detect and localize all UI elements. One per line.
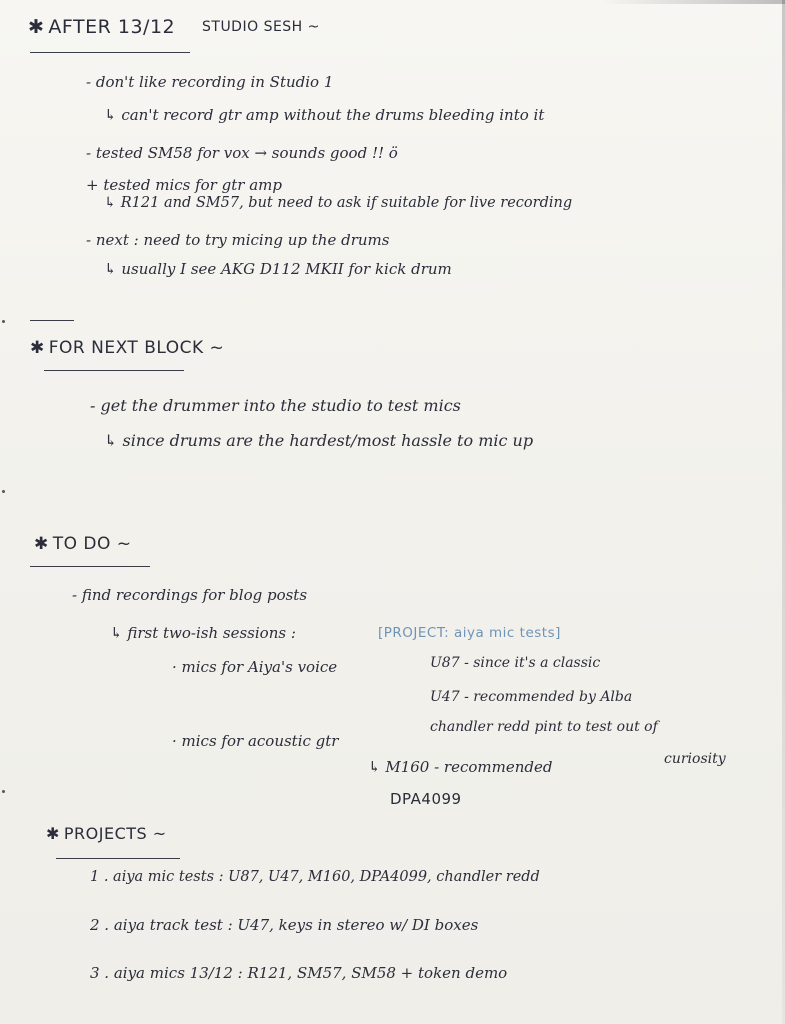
- binding-mark: [2, 490, 5, 493]
- heading-title: AFTER 13/12: [48, 16, 176, 38]
- note-line: + tested mics for gtr amp: [86, 176, 282, 194]
- note-line: ↳ M160 - recommended: [368, 758, 553, 776]
- heading-subtitle: STUDIO SESH ~: [202, 19, 320, 35]
- binding-mark: [2, 790, 5, 793]
- heading-underline: [56, 858, 180, 859]
- section-heading: [28, 18, 175, 37]
- section-heading: [46, 826, 167, 842]
- note-line: - next : need to try micing up the drums: [86, 231, 390, 249]
- note-line: · mics for Aiya's voice: [172, 658, 338, 676]
- note-line: ↳ R121 and SM57, but need to ask if suitable for live recording: [104, 195, 573, 211]
- heading-title: TO DO ~: [52, 534, 132, 554]
- section-heading: [34, 536, 132, 553]
- note-line: · mics for acoustic gtr: [172, 732, 339, 750]
- binding-mark: [2, 320, 5, 323]
- heading-title: PROJECTS ~: [63, 824, 167, 843]
- star-icon: ✱: [28, 16, 45, 38]
- star-icon: ✱: [46, 824, 60, 843]
- section-heading: [30, 340, 224, 357]
- note-line: - tested SM58 for vox → sounds good !! ö: [86, 144, 398, 162]
- heading-underline: [44, 370, 184, 371]
- note-line: - don't like recording in Studio 1: [86, 73, 334, 91]
- heading-underline: [30, 566, 150, 567]
- heading-title: FOR NEXT BLOCK ~: [48, 338, 225, 358]
- heading-underline: [30, 52, 190, 53]
- page-top-edge: [600, 0, 785, 4]
- note-line: ↳ first two-ish sessions :: [110, 624, 296, 642]
- star-icon: ✱: [34, 534, 49, 554]
- project-tag: [PROJECT: aiya mic tests]: [378, 625, 561, 641]
- note-line: U87 - since it's a classic: [430, 655, 601, 671]
- project-item: 3 . aiya mics 13/12 : R121, SM57, SM58 + token demo: [90, 964, 508, 982]
- note-line: curiosity: [664, 751, 726, 767]
- note-line: - find recordings for blog posts: [72, 586, 308, 604]
- star-icon: ✱: [30, 338, 45, 358]
- project-item: 1 . aiya mic tests : U87, U47, M160, DPA4099, chandler redd: [90, 869, 540, 885]
- note-line: U47 - recommended by Alba: [430, 689, 633, 705]
- note-line: ↳ usually I see AKG D112 MKII for kick drum: [104, 260, 452, 278]
- note-line: ↳ since drums are the hardest/most hassle to mic up: [104, 431, 534, 450]
- note-line: chandler redd pint to test out of: [430, 719, 658, 735]
- note-line: - get the drummer into the studio to test mics: [90, 396, 461, 415]
- project-item: 2 . aiya track test : U47, keys in stereo w/ DI boxes: [90, 916, 479, 934]
- section-divider: [30, 320, 74, 321]
- note-line: ↳ can't record gtr amp without the drums bleeding into it: [104, 106, 545, 124]
- note-line: DPA4099: [390, 790, 462, 808]
